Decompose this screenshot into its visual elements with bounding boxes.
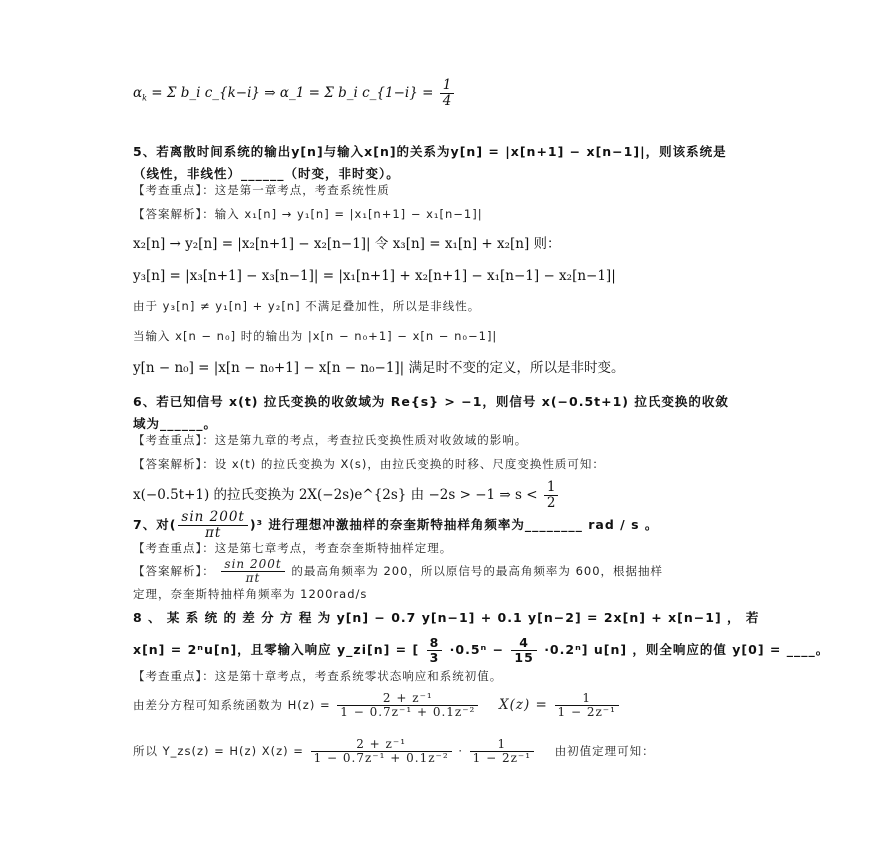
q6-key-point: 【考查重点】：这是第九章的考点，考查拉氏变换性质对收敛域的影响。 — [133, 433, 528, 447]
q7-pre: 7、对( — [133, 516, 177, 532]
q6-frac-den: 2 — [546, 494, 556, 511]
eq-top-frac-den: 4 — [442, 92, 452, 109]
q5-analysis-3: y₃[n] = |x₃[n+1] − x₃[n−1]| = |x₁[n+1] + x₂[n+1] − x₁[n−1] − x₂[n−1]| — [133, 268, 616, 284]
q8-frac1 — [427, 636, 443, 665]
eq-top-text: = Σ b_i c_{k−i} ⇒ α_1 = Σ b_i c_{1−i} = — [151, 84, 434, 101]
q7-analysis-fraction — [221, 558, 284, 585]
eq-top-lhs: α — [133, 84, 143, 101]
q8-key-point: 【考查重点】：这是第十章考点，考查系统零状态响应和系统初值。 — [133, 669, 503, 683]
q8-yzs-h-fraction — [311, 738, 452, 765]
q8-yzs-x-num: 1 — [470, 738, 534, 752]
q7-line1 — [133, 510, 658, 541]
q8-x-num: 1 — [555, 692, 619, 706]
q8-x-label: X(z) = — [499, 697, 548, 714]
q7-key-point: 【考查重点】：这是第七章考点，考查奈奎斯特抽样定理。 — [133, 541, 453, 555]
q8-frac1-den: 3 — [429, 649, 440, 665]
q8-analysis-1 — [133, 692, 621, 719]
q8-h-den: 1 − 0.7z⁻¹ + 0.1z⁻² — [340, 705, 476, 720]
q7-frac-num: sin 200t — [178, 510, 247, 526]
q8-x-den: 1 − 2z⁻¹ — [557, 705, 616, 720]
q7-analysis-frac-den: πt — [245, 571, 261, 586]
q5-line2: （线性，非线性）______（时变，非时变）。 — [133, 166, 400, 181]
q6-analysis-1: 【答案解析】：设 x(t) 的拉氏变换为 X(s)，由拉氏变换的时移、尺度变换性质可知： — [133, 457, 605, 471]
q8-yzs-h-den: 1 − 0.7z⁻¹ + 0.1z⁻² — [313, 751, 449, 766]
q8-analysis-2: 所以 Y_zs(z) = H(z) X(z) = $\frac{\text{2 + z⁻¹}}{\text{1 − 0.7z⁻¹ + 0.1z⁻²}}$ · $\frac{1}{\text{1 − 2z⁻¹}}$ 由初值定理可知： — [133, 737, 655, 766]
q8-frac2-den: 15 — [514, 649, 534, 665]
q7-analysis-frac-num: sin 200t — [221, 558, 284, 572]
q7-analysis-pre: 【答案解析】： — [133, 564, 215, 579]
q8-x-fraction — [555, 692, 619, 719]
q6-frac-num: 1 — [544, 480, 559, 496]
q8-line1: 8 、 某 系 统 的 差 分 方 程 为 y[n] − 0.7 y[n−1] + 0.1 y[n−2] = 2x[n] + x[n−1] ， 若 — [133, 610, 760, 625]
q8-h-fraction — [337, 692, 478, 719]
q8-line2-pre: x[n] = 2ⁿu[n]，且零输入响应 y_zi[n] = [ — [133, 641, 420, 657]
q8-frac1-num: 8 — [427, 636, 443, 651]
q8-analysis-1-pre: 由差分方程可知系统函数为 H(z) = — [133, 698, 331, 713]
eq-top-fraction — [440, 78, 455, 109]
q7-frac-den: πt — [204, 524, 222, 541]
q6-fraction — [544, 480, 559, 511]
q6-line2: 域为______。 — [133, 416, 218, 431]
q5-analysis-4: 由于 y₃[n] ≠ y₁[n] + y₂[n] 不满足叠加性，所以是非线性。 — [133, 299, 481, 313]
q8-yzs-x-fraction — [470, 738, 534, 765]
q8-line2-post: ·0.2ⁿ] u[n] ，则全响应的值 y[0] = ____。 — [544, 641, 830, 657]
q8-yzs-x-den: 1 − 2z⁻¹ — [472, 751, 532, 766]
eq-top-frac-num: 1 — [440, 78, 455, 94]
q8-yzs-h-num: 2 + z⁻¹ — [311, 738, 452, 752]
q6-line1: 6、若已知信号 x(t) 拉氏变换的收敛域为 Re{s} > −1，则信号 x(−0.5t+1) 拉氏变换的收敛 — [133, 394, 729, 409]
q5-analysis-1: 【答案解析】：输入 x₁[n] → y₁[n] = |x₁[n+1] − x₁[n−1]| — [133, 207, 483, 221]
q8-frac2 — [511, 636, 536, 665]
q5-key-point: 【考查重点】：这是第一章考点，考查系统性质 — [133, 183, 390, 197]
q8-analysis-2-pre: 所以 Y_zs(z) = H(z) X(z) = — [133, 744, 304, 759]
q8-frac2-num: 4 — [511, 636, 536, 651]
q8-h-num: 2 + z⁻¹ — [337, 692, 478, 706]
q7-post: )³ 进行理想冲激抽样的奈奎斯特抽样角频率为________ rad / s 。 — [249, 516, 659, 532]
q6-analysis-2 — [133, 480, 560, 511]
q5-line1: 5、若离散时间系统的输出y[n]与输入x[n]的关系为y[n] = |x[n+1] − x[n−1]|，则该系统是 — [133, 144, 727, 159]
q7-analysis-2: 定理，奈奎斯特抽样角频率为 1200rad/s — [133, 587, 368, 601]
q5-analysis-6: y[n − n₀] = |x[n − n₀+1] − x[n − n₀−1]| 满足时不变的定义，所以是非时变。 — [133, 360, 625, 376]
q7-fraction — [178, 510, 247, 541]
q5-analysis-2: x₂[n] → y₂[n] = |x₂[n+1] − x₂[n−1]| 令 x₃[n] = x₁[n] + x₂[n] 则： — [133, 236, 561, 252]
q7-analysis-post: 的最高角频率为 200，所以原信号的最高角频率为 600，根据抽样 — [291, 564, 664, 579]
q5-analysis-5: 当输入 x[n − n₀] 时的输出为 |x[n − n₀+1] − x[n − n₀−1]| — [133, 329, 498, 343]
top-equation: $\alpha_k = \Sigma$ b_i c_{k−i} ⇒ α_1 = Σ b_i c_{1−i} = $\frac{1}{4}$ — [133, 78, 456, 109]
q6-analysis-2-text: x(−0.5t+1) 的拉氏变换为 2X(−2s)e^{2s} 由 −2s > −1 ⇒ s < — [133, 486, 538, 503]
q8-analysis-2-post: 由初值定理可知： — [554, 744, 655, 759]
q8-mid: ·0.5ⁿ − — [449, 641, 505, 657]
q8-line2 — [133, 636, 829, 665]
q7-analysis-1 — [133, 558, 663, 585]
